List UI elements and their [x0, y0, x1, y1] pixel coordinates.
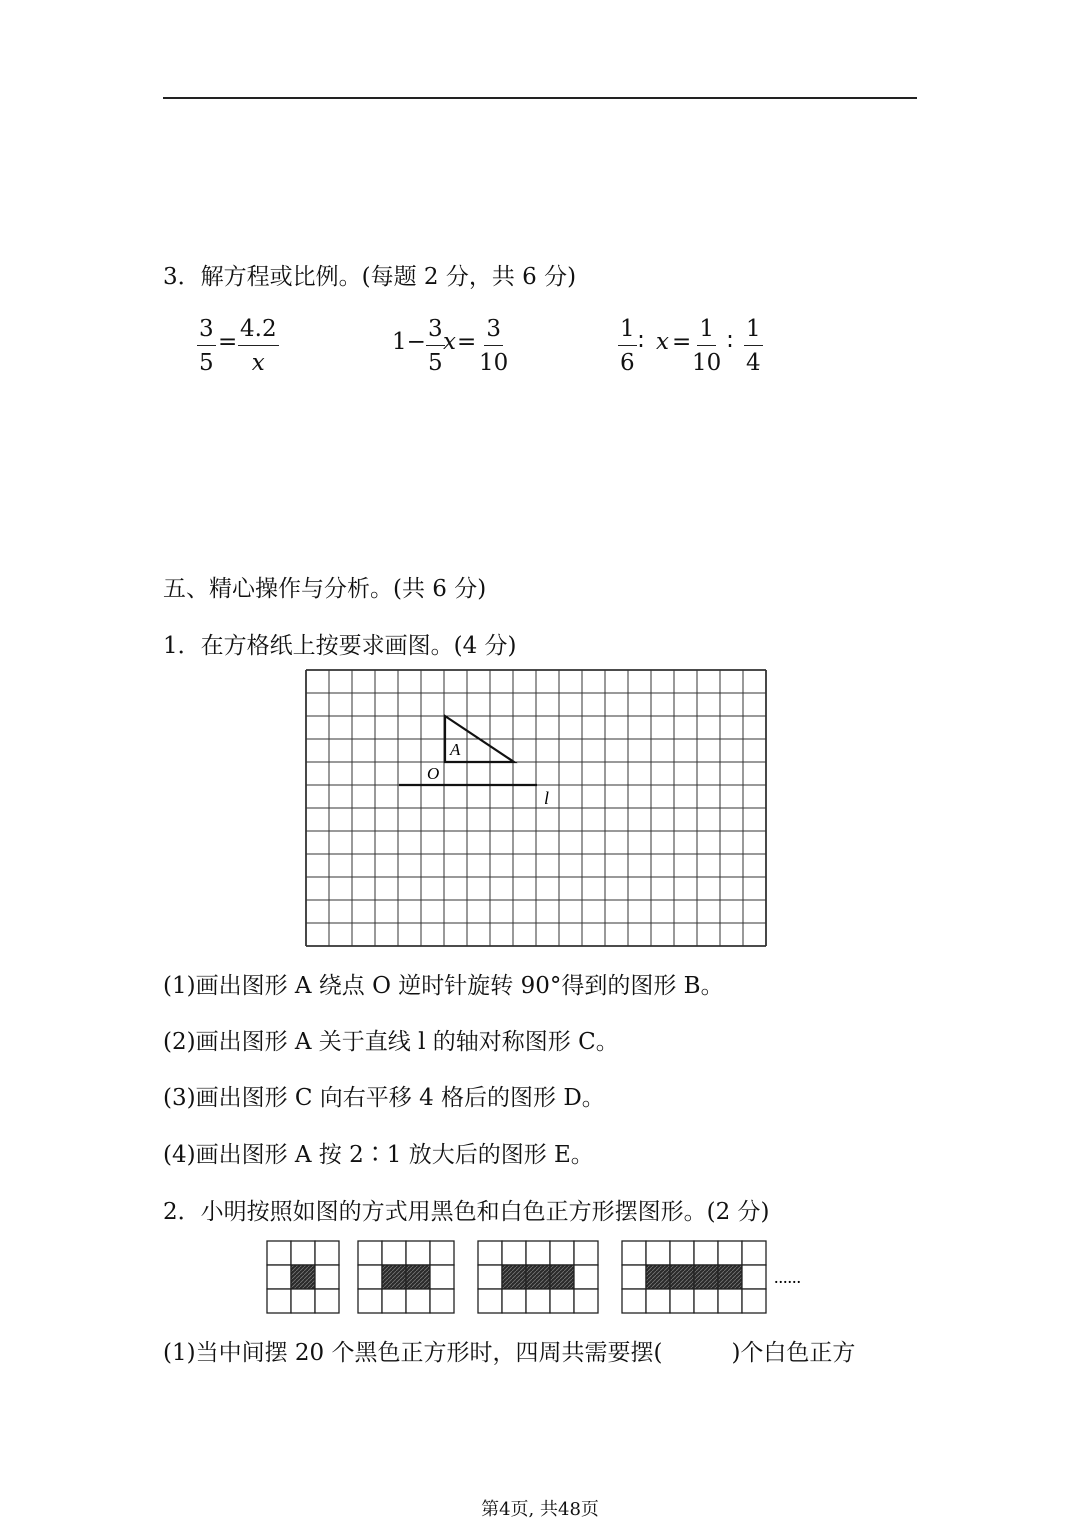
white-square: [742, 1289, 766, 1313]
white-square: [382, 1241, 406, 1265]
white-square: [430, 1289, 454, 1313]
eq3-colon-2: ∶: [727, 329, 733, 355]
black-square: [406, 1265, 430, 1289]
eq3-fraction-1: [618, 318, 637, 375]
grid-lines: [306, 670, 766, 946]
white-square: [550, 1289, 574, 1313]
eq2-left-denominator: 5: [428, 350, 443, 376]
eq3-fraction-3: [744, 318, 763, 375]
eq2-left-numerator: 3: [426, 318, 445, 346]
black-square: [291, 1265, 315, 1289]
q1-item-1: (1)画出图形 A 绕点 O 逆时针旋转 90°得到的图形 B。: [163, 973, 724, 999]
white-square: [622, 1289, 646, 1313]
pattern-2: [358, 1241, 454, 1313]
white-square: [622, 1265, 646, 1289]
white-square: [267, 1241, 291, 1265]
white-square: [574, 1241, 598, 1265]
white-square: [526, 1241, 550, 1265]
white-square: [267, 1289, 291, 1313]
section3-title: 3．解方程或比例。(每题 2 分，共 6 分): [163, 264, 577, 290]
white-square: [670, 1289, 694, 1313]
eq1-equals: =: [218, 329, 238, 355]
white-square: [406, 1289, 430, 1313]
white-square: [550, 1241, 574, 1265]
eq2-fraction-left: [426, 318, 445, 375]
eq1-fraction-left: [197, 318, 216, 375]
page-footer: 第4页, 共48页: [481, 1499, 599, 1520]
white-square: [291, 1289, 315, 1313]
black-square: [646, 1265, 670, 1289]
white-square: [358, 1265, 382, 1289]
eq3-fraction-3-numerator: 1: [744, 318, 763, 346]
black-square: [382, 1265, 406, 1289]
q1-item-4: (4)画出图形 A 按 2∶1 放大后的图形 E。: [163, 1142, 594, 1168]
q1-item-2: (2)画出图形 A 关于直线 l 的轴对称图形 C。: [163, 1029, 619, 1055]
white-square: [574, 1265, 598, 1289]
pattern-3: [478, 1241, 598, 1313]
white-square: [646, 1241, 670, 1265]
black-square: [718, 1265, 742, 1289]
white-square: [315, 1241, 339, 1265]
eq2-right-denominator: 10: [479, 350, 509, 376]
white-square: [646, 1289, 670, 1313]
eq1-left-denominator: 5: [199, 350, 214, 376]
eq3-equals: =: [672, 329, 692, 355]
white-square: [622, 1241, 646, 1265]
white-square: [526, 1289, 550, 1313]
square-pattern-figure: [260, 1235, 820, 1317]
label-l: l: [544, 788, 550, 808]
white-square: [718, 1289, 742, 1313]
white-square: [406, 1241, 430, 1265]
black-square: [670, 1265, 694, 1289]
white-square: [382, 1289, 406, 1313]
white-square: [430, 1241, 454, 1265]
white-square: [502, 1241, 526, 1265]
eq2-variable: x: [443, 329, 456, 355]
eq2-lead: 1−: [392, 329, 426, 355]
eq2-right-numerator: 3: [484, 318, 503, 346]
q2-title: 2．小明按照如图的方式用黑色和白色正方形摆图形。(2 分): [163, 1199, 770, 1225]
eq3-variable: x: [656, 329, 669, 355]
header-rule: [163, 97, 917, 99]
eq3-fraction-2: [692, 318, 721, 375]
q1-item-3: (3)画出图形 C 向右平移 4 格后的图形 D。: [163, 1085, 605, 1111]
eq3-fraction-3-denominator: 4: [746, 350, 761, 376]
eq3-fraction-1-denominator: 6: [620, 350, 635, 376]
eq1-fraction-right: [238, 318, 279, 375]
white-square: [694, 1241, 718, 1265]
pattern-1: [267, 1241, 339, 1313]
white-square: [291, 1241, 315, 1265]
eq2-equals: =: [457, 329, 477, 355]
white-square: [315, 1265, 339, 1289]
label-A: A: [450, 740, 461, 759]
section5-title: 五、精心操作与分析。(共 6 分): [163, 576, 487, 602]
white-square: [478, 1265, 502, 1289]
black-square: [502, 1265, 526, 1289]
black-square: [550, 1265, 574, 1289]
eq1-right-denominator: x: [251, 350, 265, 376]
white-square: [742, 1241, 766, 1265]
white-square: [574, 1289, 598, 1313]
white-square: [315, 1289, 339, 1313]
white-square: [694, 1289, 718, 1313]
white-square: [478, 1241, 502, 1265]
pattern-ellipsis: ......: [774, 1267, 801, 1287]
white-square: [267, 1265, 291, 1289]
black-square: [526, 1265, 550, 1289]
grid-paper-figure: [300, 664, 780, 954]
eq1-right-numerator: 4.2: [238, 318, 279, 346]
white-square: [718, 1241, 742, 1265]
white-square: [478, 1289, 502, 1313]
pattern-groups: [267, 1241, 766, 1313]
q2-sub-1: (1)当中间摆 20 个黑色正方形时，四周共需要摆( )个白色正方: [163, 1340, 856, 1366]
white-square: [358, 1241, 382, 1265]
white-square: [358, 1289, 382, 1313]
eq3-fraction-1-numerator: 1: [618, 318, 637, 346]
white-square: [742, 1265, 766, 1289]
white-square: [430, 1265, 454, 1289]
eq3-fraction-2-denominator: 10: [692, 350, 722, 376]
eq1-left-numerator: 3: [197, 318, 216, 346]
eq3-colon-1: ∶: [638, 329, 644, 355]
white-square: [502, 1289, 526, 1313]
eq3-fraction-2-numerator: 1: [697, 318, 716, 346]
eq2-fraction-right: [479, 318, 508, 375]
white-square: [670, 1241, 694, 1265]
q1-title: 1．在方格纸上按要求画图。(4 分): [163, 633, 517, 659]
pattern-4: [622, 1241, 766, 1313]
label-O: O: [427, 764, 440, 783]
black-square: [694, 1265, 718, 1289]
